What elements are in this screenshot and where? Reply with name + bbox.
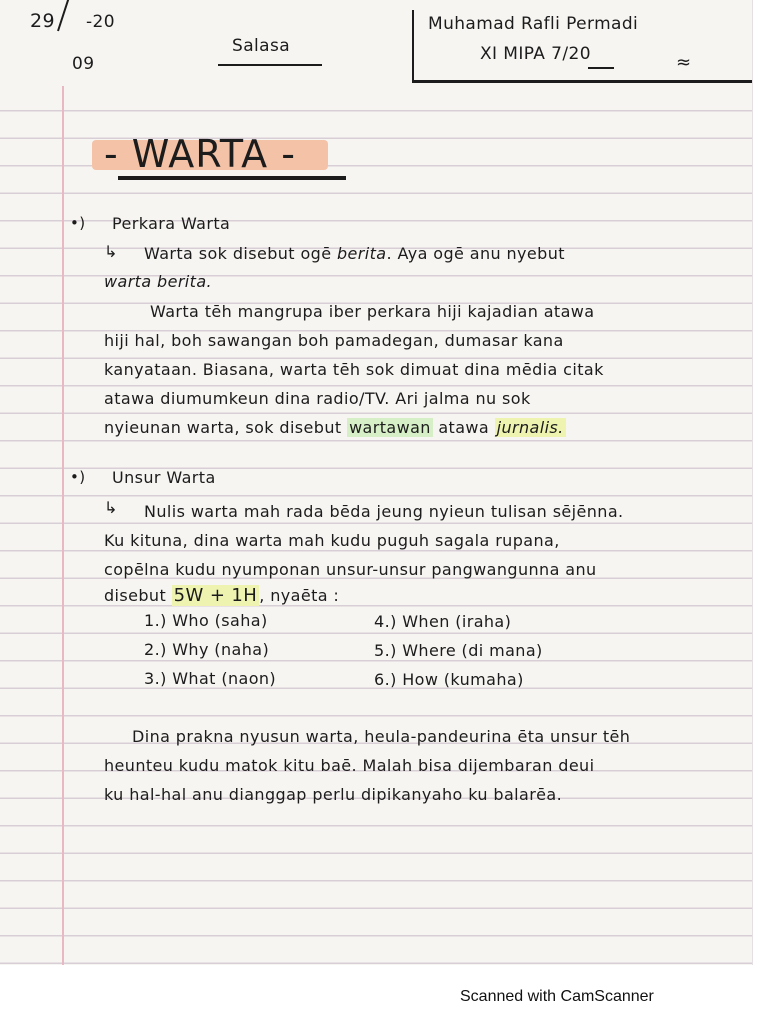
text-run: 5W + 1H <box>173 585 258 606</box>
section2-line2: Ku kituna, dina warta mah kudu puguh sagala rupana, <box>104 531 560 550</box>
list-item: 2.) Why (naha) <box>144 640 270 659</box>
margin-line <box>62 0 64 965</box>
section1-p2-line3: kanyataan. Biasana, warta tēh sok dimuat dina mēdia citak <box>104 360 604 379</box>
section2-line4 <box>104 585 339 606</box>
page-title: - WARTA - <box>104 132 296 176</box>
date-month: 09 <box>72 54 95 74</box>
class-underline <box>588 67 614 69</box>
section1-line1 <box>144 244 565 263</box>
section1-p2-line4: atawa diumumkeun dina radio/TV. Ari jalma nu sok <box>104 389 531 408</box>
day-name: Salasa <box>232 36 291 56</box>
text-run: , nyaēta : <box>259 586 340 605</box>
section2-line1: Nulis warta mah rada bēda jeung nyieun tulisan sējēnna. <box>144 502 624 521</box>
section1-p2-line5 <box>104 418 566 437</box>
text-run: wartawan <box>349 418 431 437</box>
day-underline <box>218 64 322 66</box>
section2-arrow-icon: ↳ <box>104 498 118 517</box>
section1-line2: warta berita. <box>104 272 213 291</box>
text-run: nyieunan warta, sok disebut <box>104 418 342 437</box>
student-class: XI MIPA 7/20 <box>480 44 591 64</box>
text-run: disebut <box>104 586 167 605</box>
list-item: 3.) What (naon) <box>144 669 277 688</box>
section2-line3: copēlna kudu nyumponan unsur-unsur pangwangunna anu <box>104 560 597 579</box>
section2-p2-line3: ku hal-hal anu dianggap perlu dipikanyaho ku balarēa. <box>104 785 563 804</box>
text-run: berita <box>336 244 387 263</box>
page-header <box>0 0 752 86</box>
scanner-watermark: Scanned with CamScanner <box>460 988 654 1005</box>
list-item: 5.) Where (di mana) <box>374 641 543 660</box>
header-underline <box>412 80 752 83</box>
check-mark-icon: ≈ <box>676 52 692 73</box>
header-divider <box>412 10 414 82</box>
section2-p2-line1: Dina prakna nyusun warta, heula-pandeurina ēta unsur tēh <box>132 727 631 746</box>
list-item: 1.) Who (saha) <box>144 611 268 630</box>
date-year: -20 <box>86 12 115 32</box>
section2-heading: Unsur Warta <box>112 468 216 487</box>
section2-bullet: •) <box>70 468 86 486</box>
student-name: Muhamad Rafli Permadi <box>428 14 639 34</box>
date-slash <box>57 0 72 31</box>
date-day: 29 <box>30 10 55 32</box>
text-run: Warta sok disebut ogē <box>144 244 332 263</box>
list-item: 4.) When (iraha) <box>374 612 512 631</box>
section2-p2-line2: heunteu kudu matok kitu baē. Malah bisa dijembaran deui <box>104 756 595 775</box>
text-run: atawa <box>438 418 490 437</box>
text-run: jurnalis. <box>496 418 564 437</box>
text-run: . Aya ogē anu nyebut <box>386 244 565 263</box>
section1-bullet: •) <box>70 214 86 232</box>
title-underline <box>118 176 346 180</box>
list-item: 6.) How (kumaha) <box>374 670 524 689</box>
section1-arrow-icon: ↳ <box>104 242 118 261</box>
section1-heading: Perkara Warta <box>112 214 231 233</box>
section1-p2-line2: hiji hal, boh sawangan boh pamadegan, dumasar kana <box>104 331 564 350</box>
section1-p2-line1: Warta tēh mangrupa iber perkara hiji kajadian atawa <box>150 302 595 321</box>
